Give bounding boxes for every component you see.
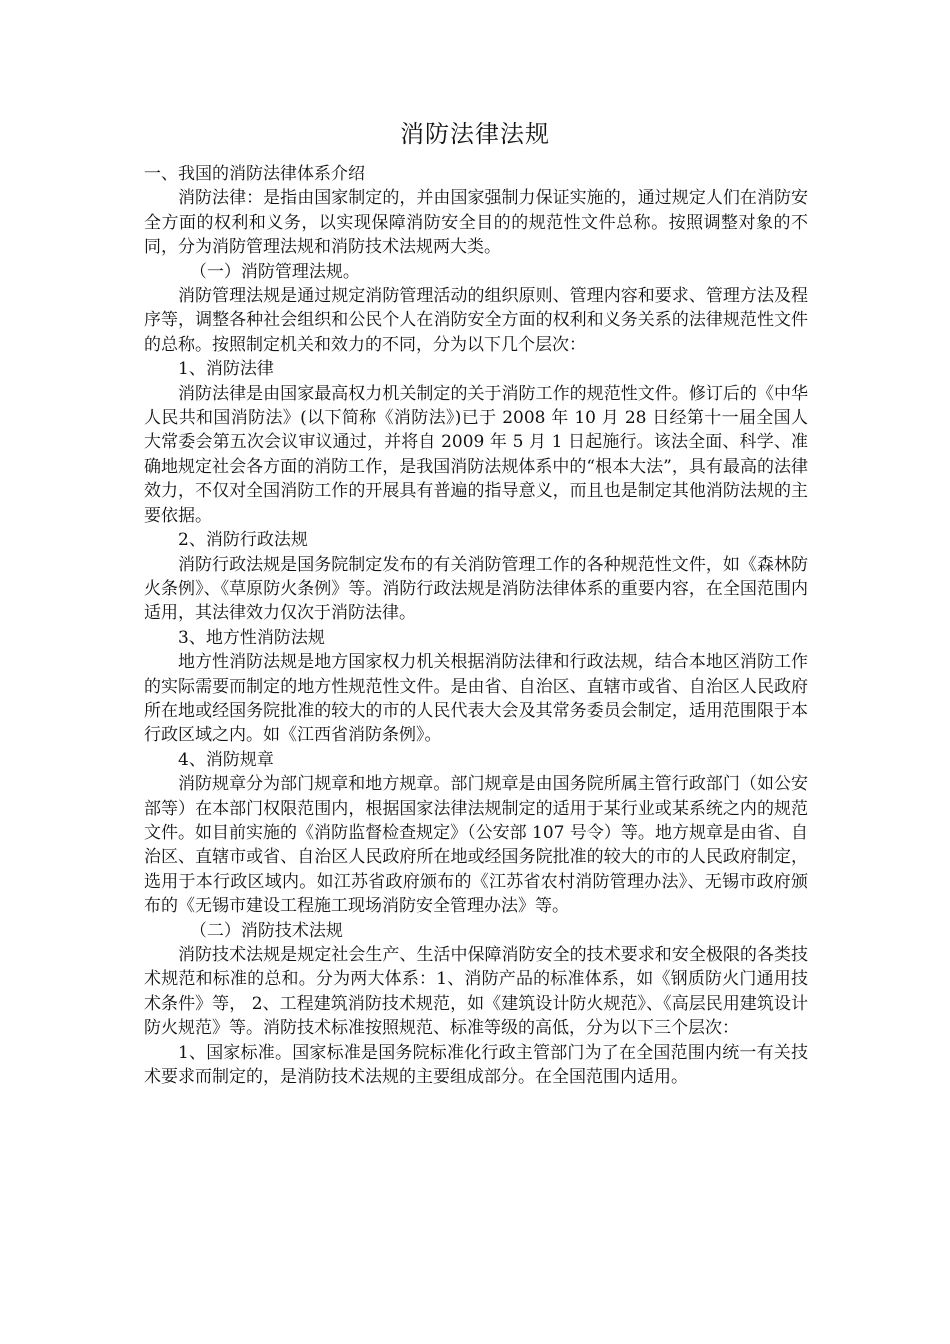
paragraph: 消防技术法规是规定社会生产、生活中保障消防安全的技术要求和安全极限的各类技术规范和标准的总和。分为两大体系：1、消防产品的标准体系，如《钢质防火门通用技术条件》等， 2、工程建筑消防技术规范，如《建筑设计防火规范》、《高层民用建筑设计防火规范》等。消防技术标准按照规范、标准等级的高低，分为以下三个层次： xyxy=(144,945,808,1039)
paragraph: 地方性消防法规是地方国家权力机关根据消防法律和行政法规，结合本地区消防工作的实际需要而制定的地方性规范性文件。是由省、自治区、直辖市或省、自治区人民政府所在地或经国务院批准的较大的市的人民代表大会及其常务委员会制定，适用范围限于本行政区域之内。如《江西省消防条例》。 xyxy=(144,652,808,746)
subsection-heading: （二）消防技术法规 xyxy=(189,920,343,941)
paragraph: 消防规章分为部门规章和地方规章。部门规章是由国务院所属主管行政部门（如公安部等）在本部门权限范围内，根据国家法律法规制定的适用于某行业或某系统之内的规范文件。如目前实施的《消防监督检查规定》（公安部 107 号令）等。地方规章是由省、自治区、直辖市或省、自治区人民政府所在地或经国务院批准的较大的市的人民政府制定，选用于本行政区域内。如江苏省政府颁布的《江苏省农村消防管理办法》、无锡市政府颁布的《无锡市建设工程施工现场消防安全管理办法》等。 xyxy=(144,774,808,917)
subsection-heading: （一）消防管理法规。 xyxy=(189,261,360,282)
paragraph: 消防法律是由国家最高权力机关制定的关于消防工作的规范性文件。修订后的《中华人民共和国消防法》(以下简称《消防法》)已于 2008 年 10 月 28 日经第十一届全国人大常委会第五次会议审议通过，并将自 2009 年 5 月 1 日起施行。该法全面、科学、准确地规定社会各方面的消防工作，是我国消防法规体系中的“根本大法”，具有最高的法律效力，不仅对全国消防工作的开展具有普遍的指导意义，而且也是制定其他消防法规的主要依据。 xyxy=(144,383,808,526)
page-title: 消防法律法规 xyxy=(400,120,550,148)
paragraph: 消防管理法规是通过规定消防管理活动的组织原则、管理内容和要求、管理方法及程序等，调整各种社会组织和公民个人在消防安全方面的权利和义务关系的法律规范性文件的总称。按照制定机关和效力的不同，分为以下几个层次： xyxy=(144,286,808,355)
paragraph: 消防行政法规是国务院制定发布的有关消防管理工作的各种规范性文件，如《森林防火条例》、《草原防火条例》等。消防行政法规是消防法律体系的重要内容，在全国范围内适用，其法律效力仅次于消防法律。 xyxy=(144,554,808,624)
item-heading: 4、消防规章 xyxy=(178,749,274,770)
item-heading: 2、消防行政法规 xyxy=(178,530,308,551)
section-heading: 一、我国的消防法律体系介绍 xyxy=(144,164,365,184)
item-heading: 1、消防法律 xyxy=(178,359,274,380)
paragraph: 1、国家标准。国家标准是国务院标准化行政主管部门为了在全国范围内统一有关技术要求而制定的，是消防技术法规的主要组成部分。在全国范围内适用。 xyxy=(144,1042,808,1088)
document-body xyxy=(144,162,808,1089)
paragraph: 消防法律：是指由国家制定的，并由国家强制力保证实施的，通过规定人们在消防安全方面的权利和义务，以实现保障消防安全目的的规范性文件总称。按照调整对象的不同，分为消防管理法规和消防技术法规两大类。 xyxy=(144,188,808,258)
item-heading: 3、地方性消防法规 xyxy=(178,627,325,648)
